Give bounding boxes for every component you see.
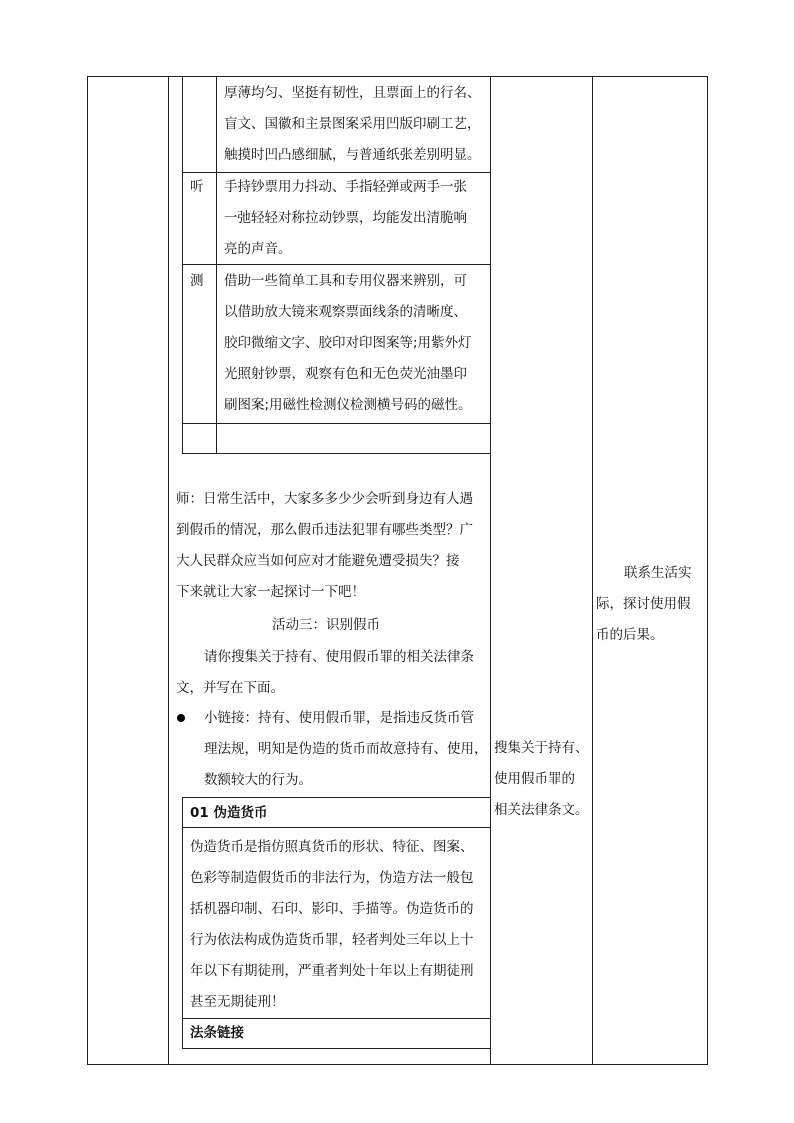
box-body-line-1: 伪造货币是指仿照真货币的形状、特征、图案、 bbox=[190, 839, 474, 855]
inner-row2-label: 听 bbox=[190, 179, 204, 195]
teacher-line-4: 下来就让大家一起探讨一下吧！ bbox=[176, 584, 365, 600]
inner-row1-line-2: 盲文、国徽和主景图案采用凹版印刷工艺， bbox=[224, 116, 481, 132]
box-footer: 法条链接 bbox=[190, 1025, 244, 1041]
inner-row3-label: 测 bbox=[190, 273, 204, 289]
outer-col-divider-3 bbox=[592, 76, 593, 1065]
inner-row3-line-5: 刷图案;用磁性检测仪检测横号码的磁性。 bbox=[224, 397, 472, 413]
student-col-line-2: 使用假币罪的 bbox=[494, 771, 575, 787]
intent-col-line-1: 联系生活实 bbox=[624, 565, 692, 581]
inner-row3-line-1: 借助一些简单工具和专用仪器来辨别，可 bbox=[224, 273, 467, 289]
student-col-line-3: 相关法律条文。 bbox=[494, 802, 589, 818]
teacher-line-1: 师：日常生活中，大家多多少少会听到身边有人遇 bbox=[176, 491, 473, 507]
bullet-icon bbox=[177, 714, 185, 722]
box-body-line-3: 括机器印制、石印、影印、手描等。伪造货币的 bbox=[190, 901, 474, 917]
box-body-line-2: 色彩等制造假货币的非法行为，伪造方法一般包 bbox=[190, 870, 474, 886]
outer-table-bottom-border bbox=[87, 1064, 708, 1065]
outer-col-divider-1 bbox=[168, 76, 169, 1065]
intent-col-line-3: 币的后果。 bbox=[596, 627, 664, 643]
outer-table-right-border bbox=[707, 76, 708, 1065]
inner-row3-line-3: 胶印微缩文字、胶印对印图案等;用紫外灯 bbox=[224, 335, 472, 351]
task-line-2: 文，并写在下面。 bbox=[176, 680, 284, 696]
inner-row2-line-1: 手持钞票用力抖动、手指轻弹或两手一张 bbox=[224, 179, 467, 195]
box-body-line-4: 行为依法构成伪造货币罪，轻者判处三年以上十 bbox=[190, 932, 474, 948]
inner-row1-line-1: 厚薄均匀、坚挺有韧性，且票面上的行名、 bbox=[224, 85, 481, 101]
link-line-2: 理法规，明知是伪造的货币而故意持有、使用， bbox=[204, 741, 488, 757]
student-col-line-1: 搜集关于持有、 bbox=[494, 740, 589, 756]
intent-col-line-2: 际，探讨使用假 bbox=[596, 596, 691, 612]
outer-col-divider-2 bbox=[490, 76, 491, 1065]
outer-table-left-border bbox=[87, 76, 88, 1065]
teacher-line-2: 到假币的情况，那么假币违法犯罪有哪些类型？广 bbox=[176, 522, 473, 538]
outer-table-top-border bbox=[87, 76, 708, 77]
activity-title: 活动三：识别假币 bbox=[272, 617, 380, 633]
inner-row3-line-2: 以借助放大镜来观察票面线条的清晰度、 bbox=[224, 304, 467, 320]
inner-row3-line-4: 光照射钞票，观察有色和无色荧光油墨印 bbox=[224, 366, 467, 382]
link-line-3: 数额较大的行为。 bbox=[204, 772, 312, 788]
inner-row1-line-3: 触摸时凹凸感细腻，与普通纸张差别明显。 bbox=[224, 147, 481, 163]
box-body-line-6: 甚至无期徒刑！ bbox=[190, 994, 285, 1010]
box-body-line-5: 年以下有期徒刑，严重者判处十年以上有期徒刑 bbox=[190, 963, 474, 979]
inner-row2-line-2: 一弛轻轻对称拉动钞票，均能发出清脆响 bbox=[224, 210, 467, 226]
inner-table-bottom-border bbox=[182, 453, 490, 454]
box-title: 01 伪造货币 bbox=[190, 805, 268, 821]
inner-row2-line-3: 亮的声音。 bbox=[224, 241, 292, 257]
box-left-border bbox=[182, 797, 183, 1049]
link-line-1: 小链接：持有、使用假币罪，是指违反货币管 bbox=[204, 710, 474, 726]
task-line-1: 请你搜集关于持有、使用假币罪的相关法律条 bbox=[204, 649, 474, 665]
inner-row-divider-3 bbox=[182, 423, 490, 424]
teacher-line-3: 大人民群众应当如何应对才能避免遭受损失？接 bbox=[176, 553, 460, 569]
